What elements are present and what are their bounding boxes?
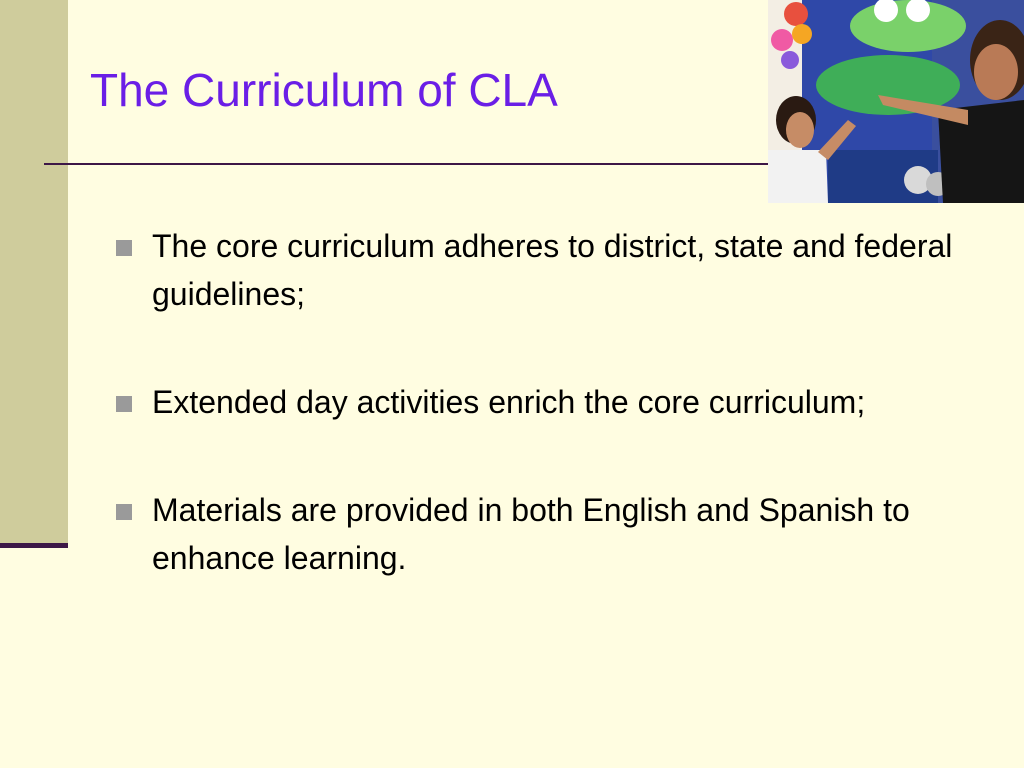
bullet-text: The core curriculum adheres to district, state and federal guidelines; <box>152 228 953 312</box>
square-bullet-icon <box>116 240 132 256</box>
slide-title: The Curriculum of CLA <box>90 64 558 116</box>
side-accent-bar <box>0 543 68 548</box>
bullet-item <box>116 486 966 582</box>
bullet-text: Materials are provided in both English and Spanish to enhance learning. <box>152 492 910 576</box>
side-band <box>0 0 68 545</box>
square-bullet-icon <box>116 504 132 520</box>
square-bullet-icon <box>116 396 132 412</box>
title-divider <box>44 163 768 165</box>
bullet-text: Extended day activities enrich the core curriculum; <box>152 384 866 420</box>
bullet-list <box>116 222 966 642</box>
bullet-item <box>116 378 966 426</box>
bullet-item <box>116 222 966 318</box>
classroom-photo <box>768 0 1024 203</box>
